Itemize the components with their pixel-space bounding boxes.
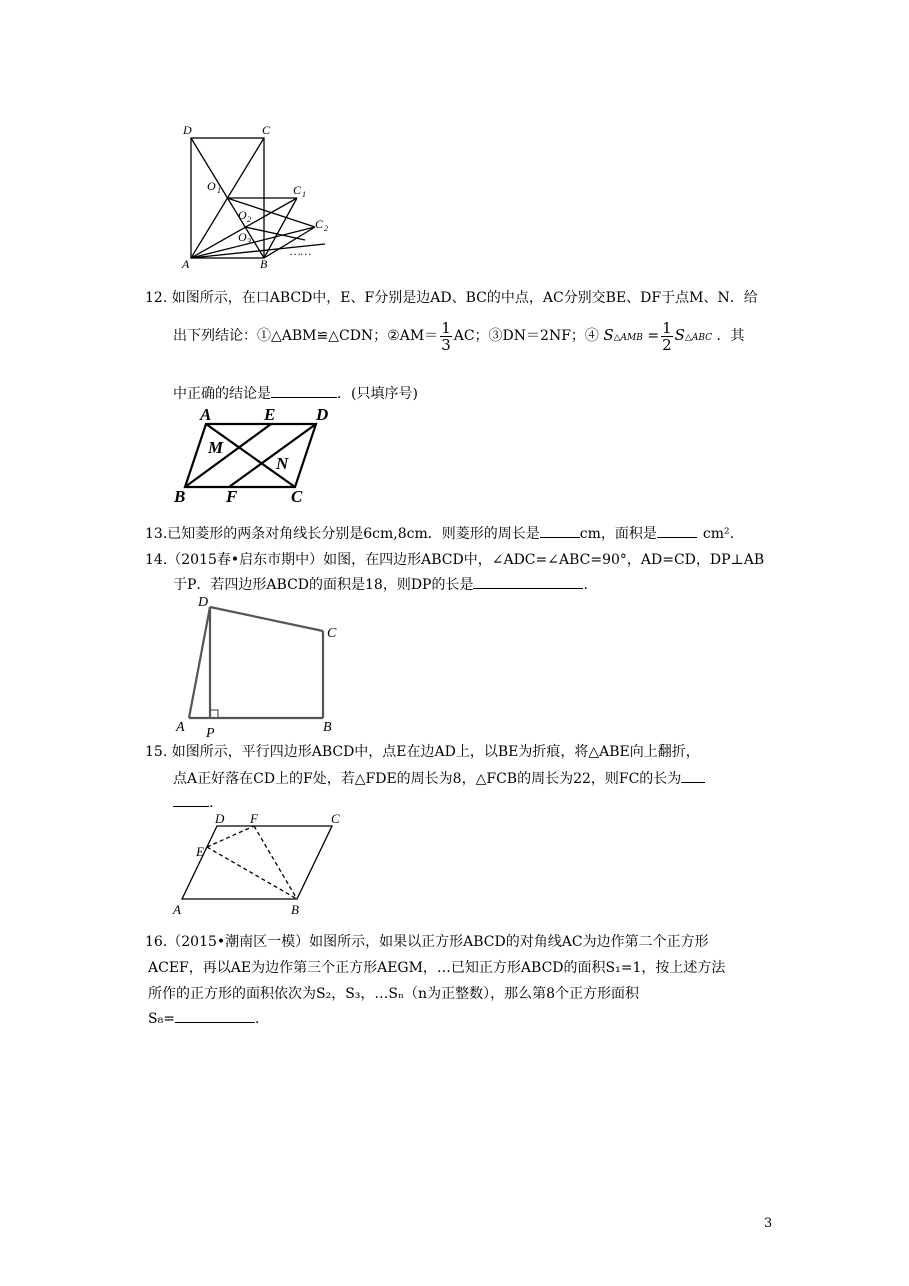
fig11-label-o3-sub: 3	[247, 237, 251, 246]
fig15-label-e: E	[196, 844, 204, 859]
q15-line1: 15. 如图所示，平行四边形ABCD中，点E在边AD上，以BE为折痕，将△ABE向上翻折，	[145, 744, 700, 760]
fig14-label-a: A	[176, 720, 185, 735]
q16-line3: 所作的正方形的面积依次为S₂，S₃，…Sₙ（n为正整数），那么第8个正方形面积	[148, 986, 639, 1002]
q12-line1: 12. 如图所示，在口ABCD中，E、F分别是边AD、BC的中点，AC分别交BE、DF于点M、N．给	[145, 290, 758, 306]
area-s-abc-sub: △ABC	[684, 333, 712, 343]
fig15-label-a: A	[173, 902, 181, 917]
fig14-label-p: P	[206, 726, 215, 740]
q15-line2: 点A正好落在CD上的F处，若△FDE的周长为8，△FCB的周长为22，则FC的长为	[173, 768, 705, 789]
fig12-label-a: A	[200, 405, 212, 424]
fig11-label-o2: O	[238, 208, 247, 222]
q16-line1: 16.（2015•潮南区一模）如图所示，如果以正方形ABCD的对角线AC为边作第二个正方形	[145, 934, 709, 950]
fig12-label-f: F	[226, 487, 238, 505]
fig11-label-c1: C	[293, 183, 302, 197]
fig12-label-e: E	[264, 405, 276, 424]
fig11-label-d: D	[183, 123, 192, 137]
fig12-label-d: D	[316, 405, 329, 424]
area-s-abc: S	[674, 326, 685, 344]
answer-blank-q15-part1[interactable]	[681, 768, 705, 783]
answer-blank-q12[interactable]	[271, 383, 337, 398]
fig11-label-a: A	[182, 257, 190, 271]
q12-line3: 中正确的结论是 ．(只填序号)	[173, 383, 418, 404]
fig11-label-o1-sub: 1	[217, 186, 221, 195]
fig15-label-c: C	[331, 811, 340, 826]
fig12-label-m: M	[208, 438, 224, 457]
q13-line: 13.已知菱形的两条对角线长分别是6cm,8cm．则菱形的周长是 cm，面积是 cm².	[145, 523, 734, 544]
fig15-label-b: B	[291, 902, 299, 917]
fig11-label-dots: ……	[290, 244, 312, 258]
q16-line4: S₈= .	[148, 1008, 259, 1029]
fig11-label-o2-sub: 2	[247, 215, 251, 224]
fig11-label-o1: O	[207, 179, 216, 193]
figure-q15-fold	[170, 810, 350, 920]
fig11-label-o3: O	[238, 230, 247, 244]
answer-blank-q13-area[interactable]	[657, 523, 697, 538]
page-number: 3	[764, 1216, 773, 1231]
q12-line2-c: ．其	[716, 328, 745, 344]
q15-line3: .	[173, 792, 213, 813]
fig15-label-f: F	[250, 811, 258, 826]
fig14-label-c: C	[327, 626, 337, 641]
q14-line1: 14.（2015春•启东市期中）如图，在四边形ABCD中，∠ADC=∠ABC=90°，AD=CD，DP⊥AB	[145, 552, 765, 568]
figure-q11-rectangles	[180, 122, 330, 272]
fig11-label-c2: C	[315, 217, 324, 231]
answer-blank-q16[interactable]	[175, 1008, 255, 1023]
area-s-amb: S	[603, 326, 614, 344]
q16-line2: ACEF，再以AE为边作第三个正方形AEGM，…已知正方形ABCD的面积S₁=1，按上述方法	[148, 960, 726, 976]
fraction-one-third: $\frac{1}{3}$	[441, 318, 451, 354]
fig15-label-d: D	[215, 811, 225, 826]
q12-line2-b: AC；③DN＝2NF；④	[453, 328, 599, 344]
answer-blank-q14[interactable]	[473, 574, 583, 589]
fig11-label-c2-sub: 2	[324, 224, 328, 233]
figure-q14-quadrilateral	[170, 590, 350, 740]
q12-line2	[173, 314, 744, 356]
q12-line2-a: 出下列结论：①△ABM≌△CDN；②AM＝	[173, 328, 439, 344]
fig14-label-b: B	[323, 720, 332, 735]
fig11-label-c1-sub: 1	[302, 190, 306, 199]
fig11-label-b: B	[260, 257, 268, 271]
fig14-label-d: D	[198, 595, 209, 610]
fraction-one-half: $\frac{1}{2}$	[662, 318, 672, 354]
fig12-label-b: B	[174, 487, 186, 505]
figure-q12-parallelogram	[170, 405, 340, 505]
equals-sign: =	[647, 328, 660, 344]
q14-line2: 于P．若四边形ABCD的面积是18，则DP的长是 .	[173, 574, 588, 595]
answer-blank-q15-part2[interactable]	[173, 792, 209, 807]
fig12-label-c: C	[291, 487, 303, 505]
area-s-amb-sub: △AMB	[613, 333, 643, 343]
fig11-label-c: C	[262, 123, 271, 137]
answer-blank-q13-perimeter[interactable]	[540, 523, 580, 538]
fig12-label-n: N	[276, 454, 289, 473]
